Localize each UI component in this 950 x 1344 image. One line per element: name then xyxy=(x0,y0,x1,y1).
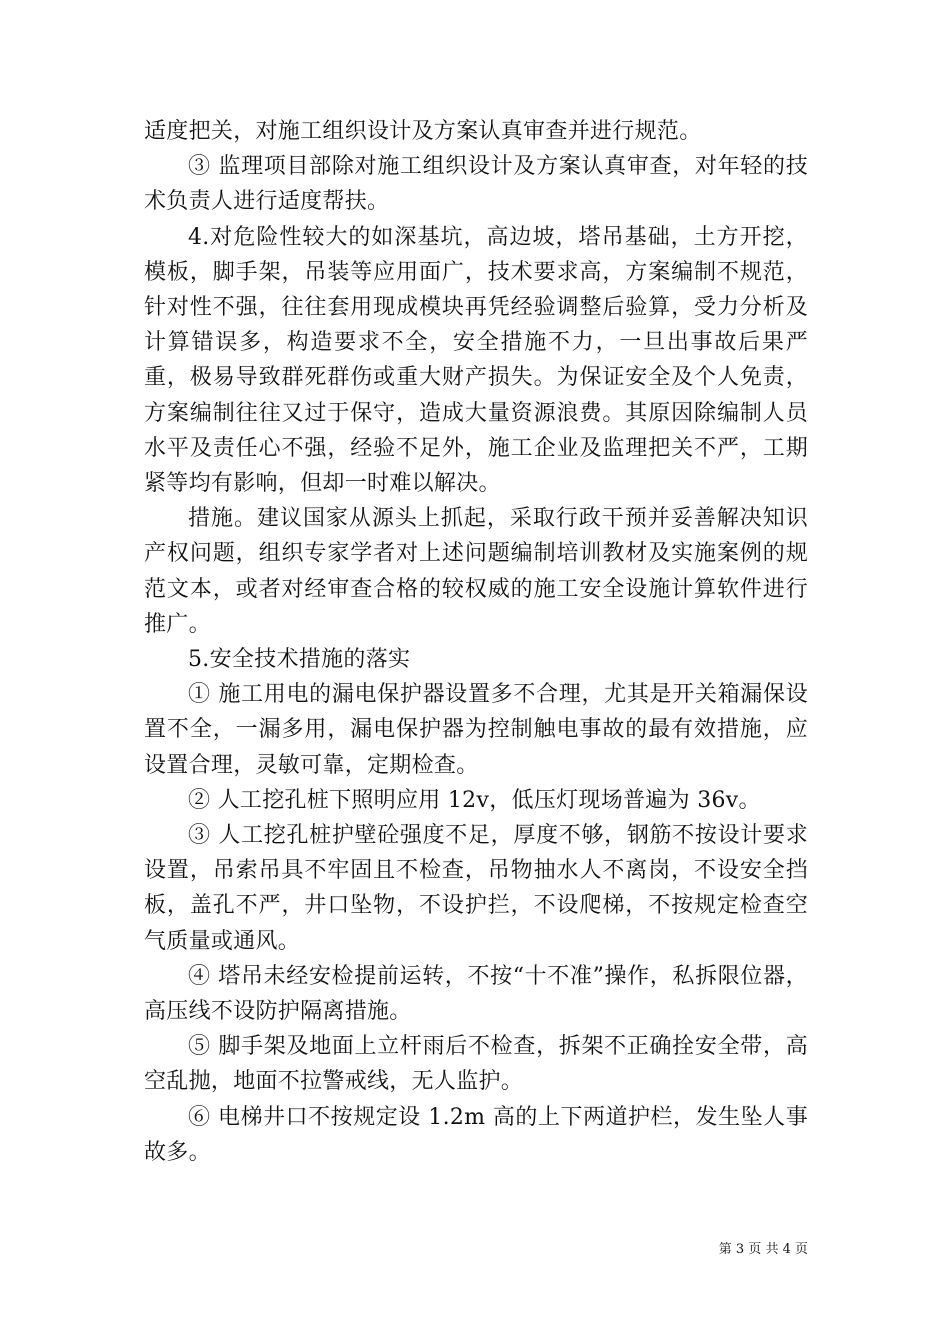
paragraph-1: 适度把关，对施工组织设计及方案认真审查并进行规范。 xyxy=(144,119,702,144)
paragraph-10: ⑤ 脚手架及地面上立杆雨后不检查，拆架不正确拴安全带，高空乱抛，地面不拉警戒线，无人监护。 xyxy=(144,1034,808,1095)
paragraph-4: 措施。建议国家从源头上抓起，采取行政干预并妥善解决知识产权问题，组织专家学者对上述问题编制培训教材及实施案例的规范文本，或者对经审查合格的较权威的施工安全设施计算软件进行推广。 xyxy=(144,506,808,637)
paragraph-2: ③ 监理项目部除对施工组织设计及方案认真审查，对年轻的技术负责人进行适度帮扶。 xyxy=(144,154,808,215)
paragraph-5: 5.安全技术措施的落实 xyxy=(188,647,411,673)
paragraph-6: ① 施工用电的漏电保护器设置多不合理，尤其是开关箱漏保设置不全，一漏多用，漏电保护器为控制触电事故的最有效措施，应设置合理，灵敏可靠，定期检查。 xyxy=(144,682,808,778)
paragraph-7: ② 人工挖孔桩下照明应用 12v，低压灯现场普遍为 36v。 xyxy=(188,787,761,813)
paragraph-11: ⑥ 电梯井口不按规定设 1.2m 高的上下两道护栏，发生坠人事故多。 xyxy=(144,1104,808,1165)
paragraph-8: ③ 人工挖孔桩护壁砼强度不足，厚度不够，钢筋不按设计要求设置，吊索吊具不牢固且不检查，吊物抽水人不离岗，不设安全挡板，盖孔不严，井口坠物，不设护拦，不设爬梯，不按规定检查空气质量或通风。 xyxy=(144,823,808,954)
paragraph-3: 4.对危险性较大的如深基坑，高边坡，塔吊基础，土方开挖，模板，脚手架，吊装等应用面广，技术要求高，方案编制不规范，针对性不强，往往套用现成模块再凭经验调整后验算，受力分析及计算错误多，构造要求不全，安全措施不力，一旦出事故后果严重，极易导致群死群伤或重大财产损失。为保证安全及个人免责，方案编制往往又过于保守，造成大量资源浪费。其原因除编制人员水平及责任心不强，经验不足外，施工企业及监理把关不严，工期紧等均有影响，但却一时难以解决。 xyxy=(144,224,808,497)
page-number-footer: 第 3 页 共 4 页 xyxy=(718,1242,808,1257)
paragraph-9: ④ 塔吊未经安检提前运转，不按“十不准”操作，私拆限位器，高压线不设防护隔离措施。 xyxy=(144,963,808,1025)
body-text xyxy=(144,114,808,1170)
